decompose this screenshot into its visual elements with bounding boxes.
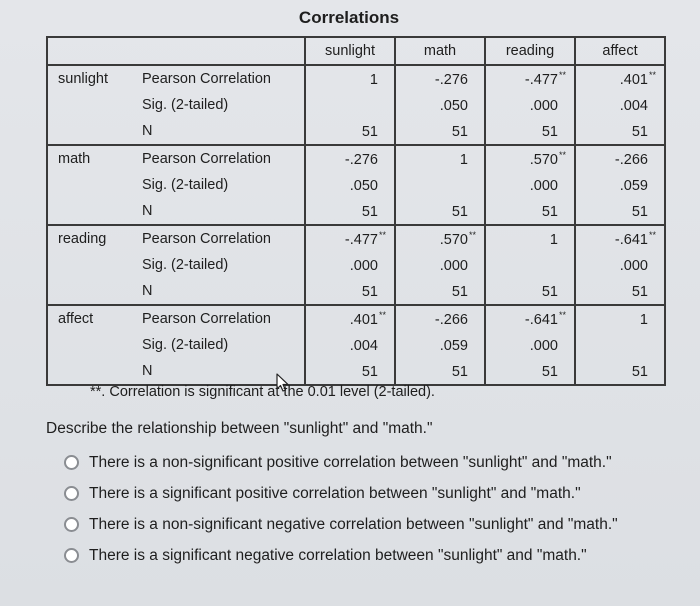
row-variable-label: reading	[47, 225, 142, 252]
table-cell	[575, 198, 665, 225]
row-statistic-label: Sig. (2-tailed)	[142, 177, 229, 193]
cell-value: 51	[631, 124, 648, 140]
row-variable-label	[47, 172, 142, 198]
cell-value: 51	[451, 364, 468, 380]
row-statistic-label: N	[142, 198, 305, 225]
row-statistic-label: Sig. (2-tailed)	[142, 337, 229, 353]
significance-marker: **	[648, 70, 656, 80]
cell-value: .050	[439, 98, 468, 114]
radio-button-icon[interactable]	[64, 517, 79, 532]
cell-value: 1	[369, 72, 378, 88]
row-statistic-label: N	[142, 118, 305, 145]
table-cell	[485, 172, 575, 198]
table-cell	[485, 278, 575, 305]
cell-value: 51	[451, 124, 468, 140]
table-cell	[485, 305, 575, 332]
row-statistic-label: Pearson Correlation	[142, 231, 271, 247]
row-statistic-label: N	[142, 358, 305, 385]
cell-value: -.276	[344, 152, 378, 168]
cell-value: 51	[631, 364, 648, 380]
table-cell	[485, 332, 575, 358]
table-cell	[305, 118, 395, 145]
cell-value: 51	[541, 364, 558, 380]
table-cell	[575, 172, 665, 198]
cell-value: .004	[349, 338, 378, 354]
cell-value: -.477	[524, 72, 558, 88]
cell-value: 51	[541, 284, 558, 300]
cell-value: 51	[631, 204, 648, 220]
table-row	[47, 92, 665, 118]
cell-value: .000	[529, 178, 558, 194]
significance-footnote: **. Correlation is significant at the 0.01 level (2-tailed).	[90, 384, 435, 400]
cell-value: .059	[439, 338, 468, 354]
significance-marker: **	[378, 230, 386, 240]
column-header-reading: reading	[485, 37, 575, 65]
table-cell	[305, 92, 395, 118]
table-row	[47, 305, 665, 332]
table-cell	[305, 65, 395, 92]
row-variable-label	[47, 278, 142, 305]
table-cell	[575, 145, 665, 172]
table-cell	[485, 92, 575, 118]
cell-value: .000	[619, 258, 648, 274]
table-cell	[395, 278, 485, 305]
cell-value: 51	[631, 284, 648, 300]
cell-value: .059	[619, 178, 648, 194]
table-cell	[395, 172, 485, 198]
table-cell	[305, 252, 395, 278]
table-cell	[575, 278, 665, 305]
correlations-table	[46, 36, 666, 386]
cell-value: 51	[541, 124, 558, 140]
correlations-table-body	[47, 37, 665, 385]
table-cell	[485, 198, 575, 225]
cell-value: .570	[529, 152, 558, 168]
significance-marker: **	[468, 230, 476, 240]
table-cell	[575, 65, 665, 92]
table-cell	[575, 118, 665, 145]
table-cell	[395, 118, 485, 145]
cell-value: 51	[361, 364, 378, 380]
cell-value: 51	[361, 124, 378, 140]
column-header-affect: affect	[575, 37, 665, 65]
table-cell	[485, 225, 575, 252]
answer-option-label: There is a non-significant negative correlation between "sunlight" and "math."	[89, 515, 618, 533]
table-cell	[305, 358, 395, 385]
cell-value: 51	[361, 204, 378, 220]
table-header-row	[47, 37, 665, 65]
table-corner-cell	[47, 37, 305, 65]
table-cell	[395, 225, 485, 252]
significance-marker: **	[648, 230, 656, 240]
row-variable-label	[47, 358, 142, 385]
table-cell	[395, 252, 485, 278]
table-row	[47, 278, 665, 305]
cell-value: .570	[439, 232, 468, 248]
table-cell	[395, 198, 485, 225]
question-text: Describe the relationship between "sunlight" and "math."	[46, 420, 433, 437]
table-cell	[305, 278, 395, 305]
table-cell	[575, 305, 665, 332]
answer-option-1[interactable]	[64, 447, 618, 478]
row-variable-label	[47, 118, 142, 145]
cell-value: .000	[349, 258, 378, 274]
significance-marker: **	[558, 150, 566, 160]
cell-value: .000	[529, 338, 558, 354]
cell-value: .401	[349, 312, 378, 328]
row-variable-label	[47, 332, 142, 358]
row-variable-label: affect	[47, 305, 142, 332]
answer-option-label: There is a significant negative correlation between "sunlight" and "math."	[89, 546, 587, 564]
cell-value: 51	[361, 284, 378, 300]
table-cell	[485, 358, 575, 385]
table-cell	[575, 332, 665, 358]
cell-value: .000	[529, 98, 558, 114]
radio-button-icon[interactable]	[64, 548, 79, 563]
cell-value: 1	[549, 232, 558, 248]
table-row	[47, 252, 665, 278]
row-variable-label	[47, 92, 142, 118]
row-variable-label	[47, 252, 142, 278]
row-variable-label: sunlight	[47, 65, 142, 92]
table-cell	[575, 225, 665, 252]
table-row	[47, 198, 665, 225]
cell-value: -.477	[344, 232, 378, 248]
row-statistic-label: Pearson Correlation	[142, 71, 271, 87]
cell-value: -.641	[524, 312, 558, 328]
table-cell	[305, 172, 395, 198]
table-cell	[305, 145, 395, 172]
column-header-sunlight: sunlight	[305, 37, 395, 65]
significance-marker: **	[558, 310, 566, 320]
row-statistic-label: Sig. (2-tailed)	[142, 257, 229, 273]
cell-value: .401	[619, 72, 648, 88]
cell-value: .050	[349, 178, 378, 194]
answer-option-label: There is a non-significant positive correlation between "sunlight" and "math."	[89, 453, 612, 471]
row-statistic-label: N	[142, 278, 305, 305]
table-cell	[575, 92, 665, 118]
answer-option-4[interactable]	[64, 540, 618, 571]
cell-value: -.266	[614, 152, 648, 168]
row-variable-label: math	[47, 145, 142, 172]
table-cell	[395, 65, 485, 92]
table-title: Correlations	[298, 8, 400, 27]
row-variable-label	[47, 198, 142, 225]
significance-marker: **	[558, 70, 566, 80]
table-cell	[395, 332, 485, 358]
table-cell	[485, 145, 575, 172]
row-statistic-label: Pearson Correlation	[142, 151, 271, 167]
table-row	[47, 172, 665, 198]
table-cell	[485, 65, 575, 92]
table-cell	[305, 225, 395, 252]
radio-button-icon[interactable]	[64, 486, 79, 501]
table-cell	[395, 305, 485, 332]
cell-value: 51	[541, 204, 558, 220]
table-row	[47, 332, 665, 358]
answer-option-2[interactable]	[64, 478, 618, 509]
cell-value: -.641	[614, 232, 648, 248]
table-row	[47, 65, 665, 92]
table-row	[47, 225, 665, 252]
cell-value: -.276	[434, 72, 468, 88]
cell-value: 1	[459, 152, 468, 168]
answer-options	[64, 447, 618, 571]
table-row	[47, 118, 665, 145]
cell-value: .000	[439, 258, 468, 274]
table-cell	[485, 252, 575, 278]
cell-value: .004	[619, 98, 648, 114]
row-statistic-label: Sig. (2-tailed)	[142, 97, 229, 113]
table-cell	[395, 92, 485, 118]
cell-value: -.266	[434, 312, 468, 328]
table-cell	[305, 305, 395, 332]
row-statistic-label: Pearson Correlation	[142, 311, 271, 327]
table-row	[47, 145, 665, 172]
table-cell	[575, 252, 665, 278]
answer-option-label: There is a significant positive correlation between "sunlight" and "math."	[89, 484, 581, 502]
table-cell	[395, 358, 485, 385]
table-cell	[395, 145, 485, 172]
table-cell	[305, 332, 395, 358]
table-cell	[575, 358, 665, 385]
table-cell	[485, 118, 575, 145]
cell-value: 51	[451, 204, 468, 220]
radio-button-icon[interactable]	[64, 455, 79, 470]
significance-marker: **	[378, 310, 386, 320]
table-row	[47, 358, 665, 385]
cell-value: 51	[451, 284, 468, 300]
column-header-math: math	[395, 37, 485, 65]
cell-value: 1	[639, 312, 648, 328]
table-cell	[305, 198, 395, 225]
answer-option-3[interactable]	[64, 509, 618, 540]
